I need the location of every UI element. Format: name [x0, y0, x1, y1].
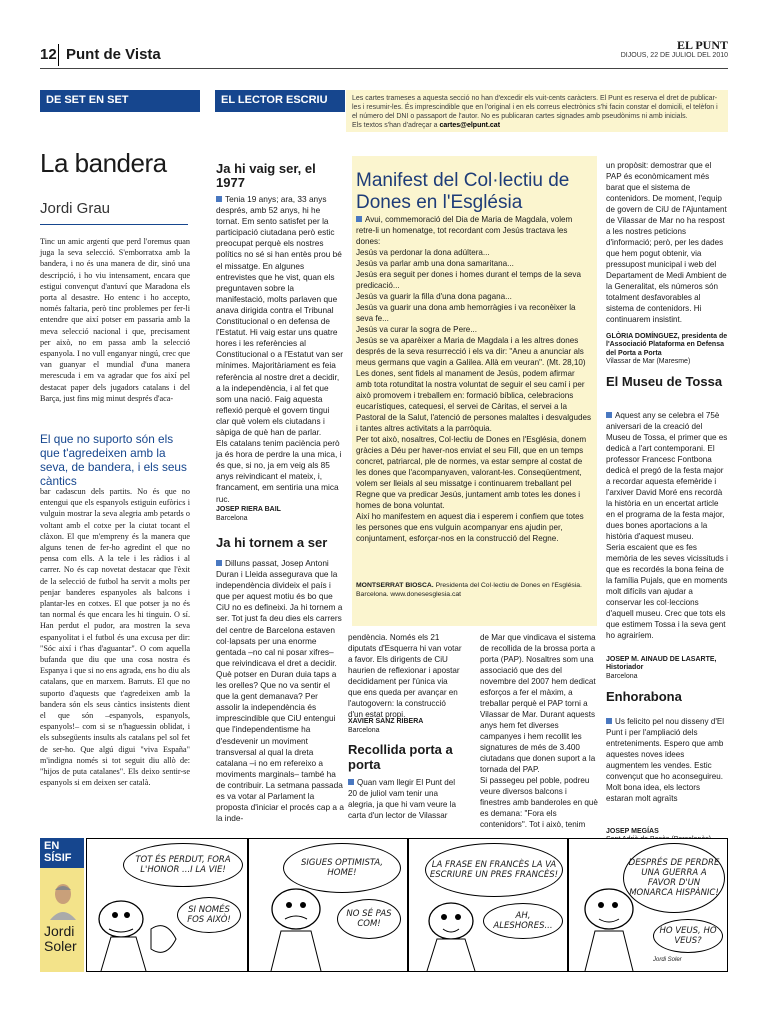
speech-balloon: AH, ALESHORES...	[483, 903, 563, 939]
letter-headline-museu: El Museu de Tossa	[606, 374, 723, 389]
letter-text: Dilluns passat, Josep Antoni Duran i Lleida assegurava que la independència divideix el país i que per aquest motiu és bo que CiU no es defineixi. Ja hi tornem a ser. Tot just fa deu dies els carrers del centre de Barcelona estaven col·lapsats per una enorme gentada –no cal ni posar xifres– que reivindicava el dret a decidir. Què potser en Duran duia taps a les orelles? Que no va sentir el que la gent demanava? Per assolir la independència és imprescindible que CiU entengui que l'independentisme ha d'esdevenir un moviment transversal al qual la dreta catalana –i no em refereixo a moviments marginals– també ha de contribuir. La setmana passada es va votar al Parlament la proposta d'iniciar el procés cap a a la inde-	[216, 558, 344, 824]
letter-text: Quan vam llegir El Punt del 20 de juliol vam tenir una alegria, ja que hi vam veure la carta d'un lector de Vilassar	[348, 778, 456, 820]
letter-headline-vaig-ser: Ja hi vaig ser, el 1977	[216, 161, 316, 190]
author-photo	[48, 880, 78, 920]
manifest-body	[356, 214, 592, 544]
bullet-icon	[216, 196, 222, 202]
letter-headline-recollida: Recollida porta a porta	[348, 742, 453, 772]
letter-headline-tornem: Ja hi tornem a ser	[216, 535, 328, 550]
letter-signature	[606, 333, 728, 366]
letter-text: Tenia 19 anys; ara, 33 anys després, amb 52 anys, hi he tornat. Em sento satisfet per la participació ciutadana però estic preocupat perquè els nostres polítics no sé si han entès prou bé el missatge. En algunes entrevistes que he vist, quan els preguntaven sobre la manifestació, molts parlaven que anava dirigida contra el Tribunal Constitucional o en defensa de l'Estatut. Hi vaig estar uns quatre hores i les referències al Constitucional o a l'Estatut van ser mínimes. Majoritàriament es feia referència al nostre dret a decidir, a la independència, i al fet que som una nació. Faig aquesta reflexió perquè el govern tingui clar què volem els ciutadans i sàpiga de què han de parlar. Els catalans tenim paciència però ja és hora de perdre la una mica, i és que, si no, ja em veig als 85 anys reivindicant el mateix, i, francament, em sentiria una mica ruc.	[216, 194, 344, 504]
notice-text: Les cartes trameses a aquesta secció no han d'excedir els vuit-cents caràcters. El Punt es reserva el dret de publicar-les i resumir-les. És imprescindible que en l'original i en els correus electrònics s'hi facin constar el domicili, el telèfon i el número del DNI o passaport de l'autor. No es publicaran cartes signades amb pseudònims ni amb inicials.	[352, 95, 718, 121]
column-paragraph-2: bar cadascun dels partits. No és que no entengui que els espanyols estiguin eufòrics i vulguin mostrar la seva alegria amb petards o voltant amb el cotxe per la ciutat tocant el clàxon. El que m'empreny és la manera que alguns tenen de fer-ho agredint el que no pensa com ells. A la tele i les ràdios i al carrer. No és cap novetat destacar que l'èxit de la selecció de futbol ha servit a molts per penjar banderes espanyoles als balcons i plantar-les en cotxes. El que potser ja no és tan normal és que encara les hi tinguin. O sí. Han perdut el pudor, ara mostren la seva espanyolitat i el futbol és una excusa per dir: "Sóc així i t'has d'aguantar". O com aquella bufanda que diu que una cosa nostra és Espanya i que si no ens agrada, ens ho diu als catalans, que en marxem. Barruts. El que no suporto d'aquests que t'agredeixen amb la bandera són els seus càntics insistents dient el que són –espanyols, espanyols, espanyols!– com si se n'haguessin oblidat, i els subsegüents insults als catalans pel sol fet de ser-ho. Que algú digui "viva España" m'indigna només si tot seguit diu allò de: "hijos de puta catalanes". Els deixo sentir-se espanyols si em deixen ser català.	[40, 487, 190, 788]
page-number: 12	[40, 46, 57, 63]
comic-label	[40, 838, 84, 868]
character-figure	[91, 889, 181, 971]
notice-address-label: Els textos s'han d'adreçar a	[352, 122, 438, 130]
manifest-title: Manifest del Col·lectiu de Dones en l'Església	[356, 170, 570, 213]
manifest-signature-role: Presidenta del Col·lectiu de Dones en l'Església. Barcelona. www.donesesglesia.cat	[356, 582, 582, 598]
panel-divider	[407, 839, 409, 971]
letter-signature-name: GLÒRIA DOMÍNGUEZ,	[606, 333, 680, 340]
comic-label-line: SÍSIF	[44, 852, 72, 864]
bullet-icon	[356, 216, 362, 222]
letter-signature-role: Historiador	[606, 664, 644, 672]
letter-signature	[606, 656, 728, 681]
speech-balloon: SI NOMÉS FOS AIXÒ!	[177, 897, 241, 933]
comic-author	[44, 924, 77, 954]
header-rule	[40, 68, 728, 69]
bullet-icon	[216, 560, 222, 566]
column-paragraph-1: Tinc un amic argentí que perd l'oremus quan juga la seva selecció. S'emborratxa amb la bandera, i no és una manera de dir, sinó una descripció, i ho viu intensament, encara que estigui convençut d'antuví que Maradona els porta al desastre. Ho entenc i ho accepto, només faltaria, però tinc problemes per fer-li entendre que així potser em passaria amb la meva selecció nacional i que, precisament per això, no em passa amb la selecció espanyola. I no vull enganyar ningú, crec que van guanyar el mundial d'una manera merescuda i em va agradar que fos així pel destacat paper dels jugadors catalans i del Barça, just fins mig minut després d'aca-	[40, 237, 190, 403]
notice-email-link[interactable]: cartes@elpunt.cat	[439, 122, 501, 130]
letter-signature-place: Barcelona	[348, 727, 380, 734]
header-divider	[58, 44, 59, 66]
manifest-signature	[356, 582, 592, 599]
paper-date: DIJOUS, 22 DE JULIOL DEL 2010	[620, 52, 728, 59]
manifest-text: Avui, commemoració del Dia de Maria de Magdala, volem retre-li un homenatge, tot recordant com Jesús tractava les dones: Jesús va perdonar la dona adúltera... Jesús va parlar amb una dona samaritana... Jesús era seguit per dones i homes durant el temps de la seva predicació... Jesús va guarir la filla d'una dona pagana... Jesús va guarir una dona amb hemorràgies i va reconèixer la seva fe... Jesús va curar la sogra de Pere... Jesús se va aparèixer a Maria de Magdala i a les altres dones després de la seva resurrecció i els va dir: "Aneu a anunciar als meus germans que vagin a Galilea. Allà em veuran". (Mt. 28,10) Les dones, sent fidels al manament de Jesús, podem afirmar amb tota rotunditat la nostra voluntat de seguir el seu camí i per això promovem i treballem en: formació bíblica, celebracions eucarístiques, catequesi, el servei de Càritas, el servei a la Pastoral de la Salut, l'atenció de persones malaltes i desvalgudes i tantes altres activitats a la parròquia. Per tot això, nosaltres, Col·lectiu de Dones en l'Església, donem gràcies a Déu per haver-nos enviat el seu Fill, que en un temps concret, patriarcal, ple de normes, va estar sempre al costat de les dones que l'acompanyaven, valorant-les. Conseqüentment, volem ser lleials al seu missatge i continuarem treballant pel Regne que va predicar Jesús, juntament amb totes les dones i homes de bona voluntat. Així ho manifestem en aquest dia i esperem i confiem que totes les persones que ens vulguin acompanyar ens ajudin per, conjuntament, esforçar-nos en la construcció del Regne.	[356, 215, 592, 543]
letter-signature-name: JOSEP MEGÍAS	[606, 828, 659, 835]
banner-el-lector-escriu: EL LECTOR ESCRIU	[215, 90, 345, 112]
comic-author-line: Soler	[44, 938, 77, 954]
speech-balloon: HO VEUS, HO VEUS?	[653, 919, 723, 953]
section-title: Punt de Vista	[66, 46, 161, 63]
manifest-signature-name: MONTSERRAT BIOSCA.	[356, 582, 434, 589]
letter-continuation: pendència. Només els 21 diputats d'Esquerra hi van votar a favor. Els dirigents de CiU haurien de reflexionar i apostar decididament per l'única via que ens queda per avançar en l'autogovern: la construcció d'un estat propi.	[348, 633, 462, 719]
pullquote: El que no suporto són els que t'agredeixen amb la seva, de bandera, i els seus càntics	[40, 432, 187, 488]
speech-balloon: NO SÉ PAS COM!	[337, 899, 401, 939]
comic-label-line: EN	[44, 840, 60, 852]
speech-balloon: LA FRASE EN FRANCÈS LA VA ESCRIURE UN PRES FRANCÈS!	[425, 843, 563, 897]
letter-body-tornem	[216, 558, 344, 824]
speech-balloon: SIGUES OPTIMISTA, HOME!	[283, 843, 401, 893]
letter-text: Aquest any se celebra el 75è aniversari de la creació del Museu de Tossa, el primer que es dedicà a l'art contemporani. El professor Francesc Fontbona dedicà el pregó de la festa major a recordar aquesta efemèride i l'arxiver David Moré ens recordà la història en un encertat article en el programa de la festa major, dues bones aportacions a la història d'aquest museu. Seria escaient que es fes memòria de les seves vicissituds i que es recordés la bona feina de la família Pujals, que en moments molt difícils van ajudar a conservar les col·leccions d'aquell museu. Crec que tots els que estimem Tossa i la seva gent ho agrairíem.	[606, 411, 728, 640]
letter-signature: JOSEP RIERA BAIL	[216, 506, 281, 513]
column-author: Jordi Grau	[40, 200, 111, 217]
column-title: La bandera	[40, 148, 167, 178]
bullet-icon	[606, 718, 612, 724]
panel-divider	[247, 839, 249, 971]
character-figure	[573, 879, 653, 971]
letter-text: Us felicito pel nou disseny d'El Punt i per l'ampliació dels entreteniments. Espero que amb aquestes noves idees augmentem les vendes. Estic convençut que ho aconseguireu. Molt bona idea, els lectors estaran molt agraïts	[606, 717, 725, 803]
speech-balloon: DESPRÉS DE PERDRE UNA GUERRA A FAVOR D'UN MONARCA HISPÀNIC!	[623, 843, 725, 913]
author-rule	[40, 224, 188, 225]
speech-balloon: TOT ÉS PERDUT, FORA L'HONOR ...I LA VIE!	[123, 843, 243, 887]
comic-strip	[86, 838, 728, 972]
letter-signature-place: Barcelona	[606, 672, 638, 680]
letter-signature-place: Barcelona	[216, 515, 248, 522]
paper-name: EL PUNT	[676, 38, 728, 52]
letter-signature-name: JOSEP M. AINAUD DE LASARTE,	[606, 656, 717, 663]
letter-continuation: un propòsit: demostrar que el PAP és econòmicament més barat que el sistema de contenidors. De moment, l'equip de govern de CiU de l'Ajuntament de Vilassar de Mar no ha respost a les nostres peticions d'informació; però, per les dades que hem pogut obtenir, via pressupost municipal i web del Departament de Medi Ambient de la Generalitat, els números són totalment desfavorables al sistema de contenidors. Hi continuarem insistint.	[606, 161, 727, 324]
letter-signature-place: Vilassar de Mar (Maresme)	[606, 357, 691, 365]
character-figure	[251, 879, 341, 971]
letter-body-recollida	[348, 777, 463, 821]
letter-body-vaig-ser	[216, 194, 344, 505]
character-figure	[411, 895, 491, 971]
letter-body-enhorabona	[606, 716, 728, 804]
comic-author-line: Jordi	[44, 923, 75, 939]
letter-body-museu	[606, 410, 728, 641]
letter-signature: XAVIER SANZ RIBERA	[348, 718, 424, 725]
letter-signature-role: presidenta de l'Associació Plataforma en Defensa del Porta a Porta	[606, 333, 728, 357]
bullet-icon	[348, 779, 354, 785]
panel-divider	[567, 839, 569, 971]
banner-de-set-en-set: DE SET EN SET	[40, 90, 200, 112]
letter-headline-enhorabona: Enhorabona	[606, 689, 682, 704]
comic-signature: Jordi Soler	[653, 957, 682, 963]
bullet-icon	[606, 412, 612, 418]
letter-continuation: de Mar que vindicava el sistema de recollida de la brossa porta a porta (PAP). Nosaltres som una associació que des del novembre del 2007 hem dedicat esforços a fer el màxim, a treballar perquè el PAP torni a Vilassar de Mar. Durant aquests anys hem fet diverses campanyes i hem recollit les signatures de més de 3.400 ciutadans que donen suport a la tornada del PAP. Si passegeu pel poble, podreu veure diversos balcons i finestres amb banderoles en què es demana: "Fora els contenidors". Tot i això, tenim	[480, 633, 598, 829]
letters-notice	[346, 90, 728, 132]
